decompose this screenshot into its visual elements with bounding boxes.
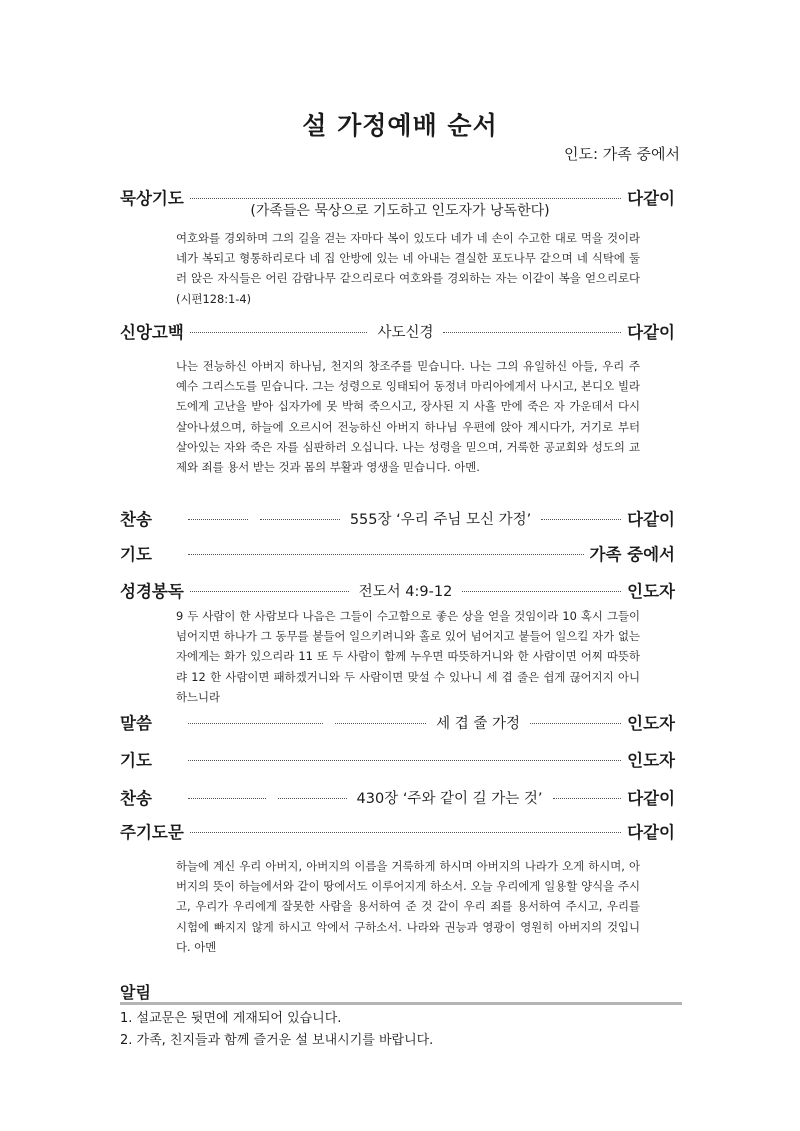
row-label: 신앙고백 bbox=[120, 323, 184, 342]
order-row-hymn-1 bbox=[120, 505, 675, 531]
row-label: 말씀 bbox=[120, 714, 152, 733]
meditation-text: 여호와를 경외하며 그의 길을 걷는 자마다 복이 있도다 네가 네 손이 수고한 대로 먹을 것이라 네가 복되고 형통하리로다 네 집 안방에 있는 네 아내는 결실한 포도나무 같으며 네 식탁에 둘러 앉은 자식들은 어린 감람나무 같으리로다 여호와를 경외하는 자는 이같이 복을 얻으리로다 (시편128:1-4) bbox=[176, 231, 640, 306]
page-title: 설 가정예배 순서 bbox=[302, 111, 498, 140]
row-item: 430장 ‘주와 같이 길 가는 것’ bbox=[356, 790, 543, 807]
row-label: 기도 bbox=[120, 545, 152, 564]
dot-leader bbox=[188, 798, 266, 799]
row-participant: 다같이 bbox=[627, 510, 675, 529]
row-label: 기도 bbox=[120, 751, 152, 770]
notice-divider bbox=[120, 1002, 682, 1005]
row-participant: 인도자 bbox=[627, 714, 675, 733]
lords-prayer-text: 하늘에 계신 우리 아버지, 아버지의 이름을 거룩하게 하시며 아버지의 나라가 오게 하시며, 아버지의 뜻이 하늘에서와 같이 땅에서도 이루어지게 하소서. 오늘 우리에게 일용할 양식을 주시고, 우리가 우리에게 잘못한 사람을 용서하여 준 것 같이 우리 죄를 용서하여 주시고, 우리를 시험에 빠지지 않게 하시고 악에서 구하소서. 나라와 권능과 영광이 영원히 아버지의 것입니다. 아멘 bbox=[176, 859, 640, 954]
order-row-prayer-2 bbox=[120, 746, 675, 772]
row-participant: 인도자 bbox=[627, 751, 675, 770]
notice-item: 1. 설교문은 뒷면에 게재되어 있습니다. bbox=[120, 1011, 342, 1026]
row-participant: 다같이 bbox=[627, 789, 676, 808]
order-row-lords-prayer bbox=[120, 818, 675, 844]
dot-leader bbox=[188, 554, 584, 555]
order-row-hymn-2 bbox=[120, 784, 675, 810]
dot-leader bbox=[190, 198, 621, 199]
row-label: 찬송 bbox=[120, 510, 152, 529]
leader-line: 인도: 가족 중에서 bbox=[563, 145, 680, 163]
dot-leader bbox=[462, 591, 621, 592]
row-item: 사도신경 bbox=[377, 324, 434, 341]
dot-leader bbox=[190, 332, 368, 333]
meditation-note: (가족들은 묵상으로 기도하고 인도자가 낭독한다) bbox=[250, 203, 550, 219]
row-label: 주기도문 bbox=[120, 823, 184, 842]
notice-heading: 알림 bbox=[120, 983, 151, 1002]
row-participant: 인도자 bbox=[627, 582, 675, 601]
dot-leader bbox=[188, 519, 248, 520]
row-item: 세 겹 줄 가정 bbox=[436, 715, 520, 732]
row-label: 묵상기도 bbox=[120, 189, 184, 208]
dot-leader bbox=[260, 519, 340, 520]
order-row-prayer-1 bbox=[120, 540, 675, 566]
row-item: 전도서 4:9-12 bbox=[358, 583, 453, 600]
dot-leader bbox=[335, 723, 426, 724]
row-participant: 다같이 bbox=[627, 189, 675, 208]
row-participant: 다같이 bbox=[627, 823, 675, 842]
dot-leader bbox=[190, 591, 349, 592]
order-row-creed bbox=[120, 318, 675, 344]
dot-leader bbox=[188, 760, 621, 761]
dot-leader bbox=[553, 798, 622, 799]
row-item: 555장 ‘우리 주님 모신 가정’ bbox=[349, 511, 532, 528]
dot-leader bbox=[278, 798, 347, 799]
dot-leader bbox=[530, 723, 621, 724]
dot-leader bbox=[190, 832, 621, 833]
notice-list bbox=[120, 1008, 682, 1052]
order-row-sermon bbox=[120, 709, 675, 735]
row-participant: 다같이 bbox=[627, 323, 675, 342]
dot-leader bbox=[188, 723, 323, 724]
notice-item: 2. 가족, 친지들과 함께 즐거운 설 보내시기를 바랍니다. bbox=[120, 1033, 434, 1048]
row-participant: 가족 중에서 bbox=[589, 545, 675, 564]
row-label: 찬송 bbox=[120, 789, 152, 808]
order-row-reading bbox=[120, 577, 675, 603]
row-label: 성경봉독 bbox=[120, 582, 184, 601]
dot-leader bbox=[541, 519, 621, 520]
creed-text: 나는 전능하신 아버지 하나님, 천지의 창조주를 믿습니다. 나는 그의 유일하신 아들, 우리 주 예수 그리스도를 믿습니다. 그는 성령으로 잉태되어 동정녀 마리아에게서 나시고, 본디오 빌라도에게 고난을 받아 십자가에 못 박혀 죽으시고, 장사된 지 사흘 만에 죽은 자 가운데서 다시 살아나셨으며, 하늘에 오르시어 전능하신 아버지 하나님 우편에 앉아 계시다가, 거기로 부터 살아있는 자와 죽은 자를 심판하러 오십니다. 나는 성령을 믿으며, 거룩한 공교회와 성도의 교제와 죄를 용서 받는 것과 몸의 부활과 영생을 믿습니다. 아멘. bbox=[176, 359, 640, 475]
dot-leader bbox=[443, 332, 621, 333]
reading-text: 9 두 사람이 한 사람보다 나음은 그들이 수고함으로 좋은 상을 얻을 것임이라 10 혹시 그들이 넘어지면 하나가 그 동무를 붙들어 일으키려니와 홀로 있어 넘어지고 붙들어 일으킬 자가 없는 자에게는 화가 있으리라 11 또 두 사람이 함께 누우면 따뜻하거니와 한 사람이면 어찌 따뜻하랴 12 한 사람이면 패하겠거니와 두 사람이면 맞설 수 있나니 세 겹 줄은 쉽게 끊어지지 아니하느니라 bbox=[176, 609, 640, 704]
